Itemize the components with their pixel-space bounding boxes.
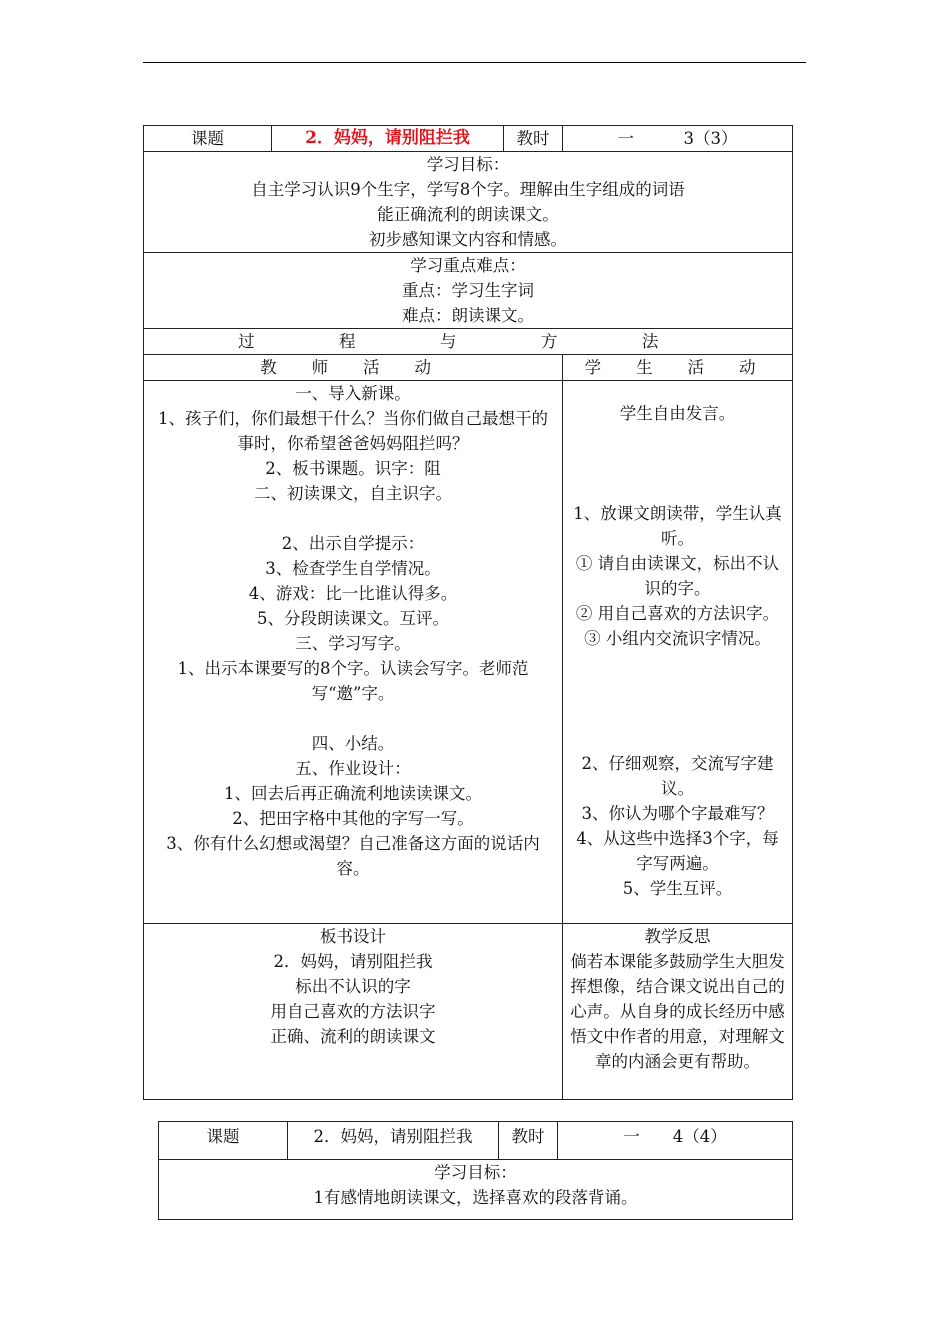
board-design <box>144 924 563 1100</box>
header-rule <box>143 62 806 63</box>
key-item: 重点：学习生字词 <box>402 281 534 300</box>
reflection-text: 倘若本课能多鼓励学生大胆发挥想像，结合课文说出自己的心声。从自身的成长经历中感悟文中作者的用意，对理解文章的内涵会更有帮助。 <box>570 952 785 1071</box>
goals-title: 学习目标： <box>426 155 510 174</box>
goals-title: 学习目标： <box>434 1163 517 1182</box>
teacher-step: 1、出示本课要写的8个字。认读会写字。老师范写“邀”字。 <box>177 659 529 703</box>
student-step: ② 用自己喜欢的方法识字。 <box>575 604 780 623</box>
teacher-step: 1、回去后再正确流利地读读课文。 <box>224 784 482 803</box>
goal-item: 自主学习认识9个生字，学写8个字。理解由生字组成的词语 <box>251 180 685 199</box>
board-line: 标出不认识的字 <box>295 977 411 996</box>
teacher-step: 5、分段朗读课文。互评。 <box>257 609 449 628</box>
student-step: 2、仔细观察，交流写字建议。 <box>581 754 774 798</box>
teacher-header: 教 师 活 动 <box>144 355 563 381</box>
key-title: 学习重点难点： <box>410 256 526 275</box>
teacher-step: 3、你有什么幻想或渴望？自己准备这方面的说话内容。 <box>166 834 540 878</box>
key-points <box>144 253 793 329</box>
board-line: 正确、流利的朗读课文 <box>270 1027 436 1046</box>
period-value: 一 4（4） <box>558 1122 793 1160</box>
student-activities <box>563 381 793 924</box>
period-label: 教时 <box>504 126 563 152</box>
learning-goals <box>144 152 793 253</box>
teacher-step: 4、游戏：比一比谁认得多。 <box>248 584 458 603</box>
topic-title: 2．妈妈，请别阻拦我 <box>288 1122 499 1160</box>
teacher-activities <box>144 381 563 924</box>
goal-item: 初步感知课文内容和情感。 <box>369 230 567 249</box>
teacher-step: 2、出示自学提示： <box>281 534 425 553</box>
board-line: 用自己喜欢的方法识字 <box>270 1002 436 1021</box>
student-step: 5、学生互评。 <box>622 879 733 898</box>
student-step: 1、放课文朗读带，学生认真听。 <box>573 504 782 548</box>
period-value: 一 3（3） <box>563 126 793 152</box>
lesson-plan-table-4 <box>158 1121 793 1220</box>
topic-label: 课题 <box>144 126 272 152</box>
teacher-step: 3、检查学生自学情况。 <box>265 559 441 578</box>
teacher-step: 2、板书课题。识字：阻 <box>265 459 441 478</box>
student-step: ① 请自由读课文，标出不认识的字。 <box>575 554 780 598</box>
lesson-plan-table-3 <box>143 125 793 1100</box>
reflection-title: 教学反思 <box>644 927 711 946</box>
topic-title: 2．妈妈，请别阻拦我 <box>272 126 504 152</box>
teacher-step: 四、小结。 <box>311 734 395 753</box>
board-line: 2．妈妈，请别阻拦我 <box>273 952 433 971</box>
teaching-reflection <box>563 924 793 1100</box>
key-item: 难点：朗读课文。 <box>402 306 534 325</box>
learning-goals <box>159 1160 793 1220</box>
teacher-step: 五、作业设计： <box>295 759 411 778</box>
teacher-step: 三、学习写字。 <box>295 634 411 653</box>
period-label: 教时 <box>499 1122 558 1160</box>
goal-item: 能正确流利的朗读课文。 <box>377 205 559 224</box>
student-header: 学 生 活 动 <box>563 355 793 381</box>
student-step: 学生自由发言。 <box>619 404 736 423</box>
teacher-step: 一、导入新课。 <box>295 384 411 403</box>
teacher-step: 2、把田字格中其他的字写一写。 <box>232 809 474 828</box>
student-step: 4、从这些中选择3个字，每字写两遍。 <box>576 829 779 873</box>
process-title: 过 程 与 方 法 <box>144 329 793 355</box>
student-step: ③ 小组内交流识字情况。 <box>584 629 771 648</box>
student-step: 3、你认为哪个字最难写？ <box>581 804 774 823</box>
topic-label: 课题 <box>159 1122 288 1160</box>
teacher-step: 二、初读课文，自主识字。 <box>254 484 452 503</box>
goal-item: 1有感情地朗读课文，选择喜欢的段落背诵。 <box>313 1188 638 1207</box>
teacher-step: 1、孩子们，你们最想干什么？当你们做自己最想干的事时，你希望爸爸妈妈阻拦吗？ <box>158 409 548 453</box>
board-title: 板书设计 <box>320 927 386 946</box>
